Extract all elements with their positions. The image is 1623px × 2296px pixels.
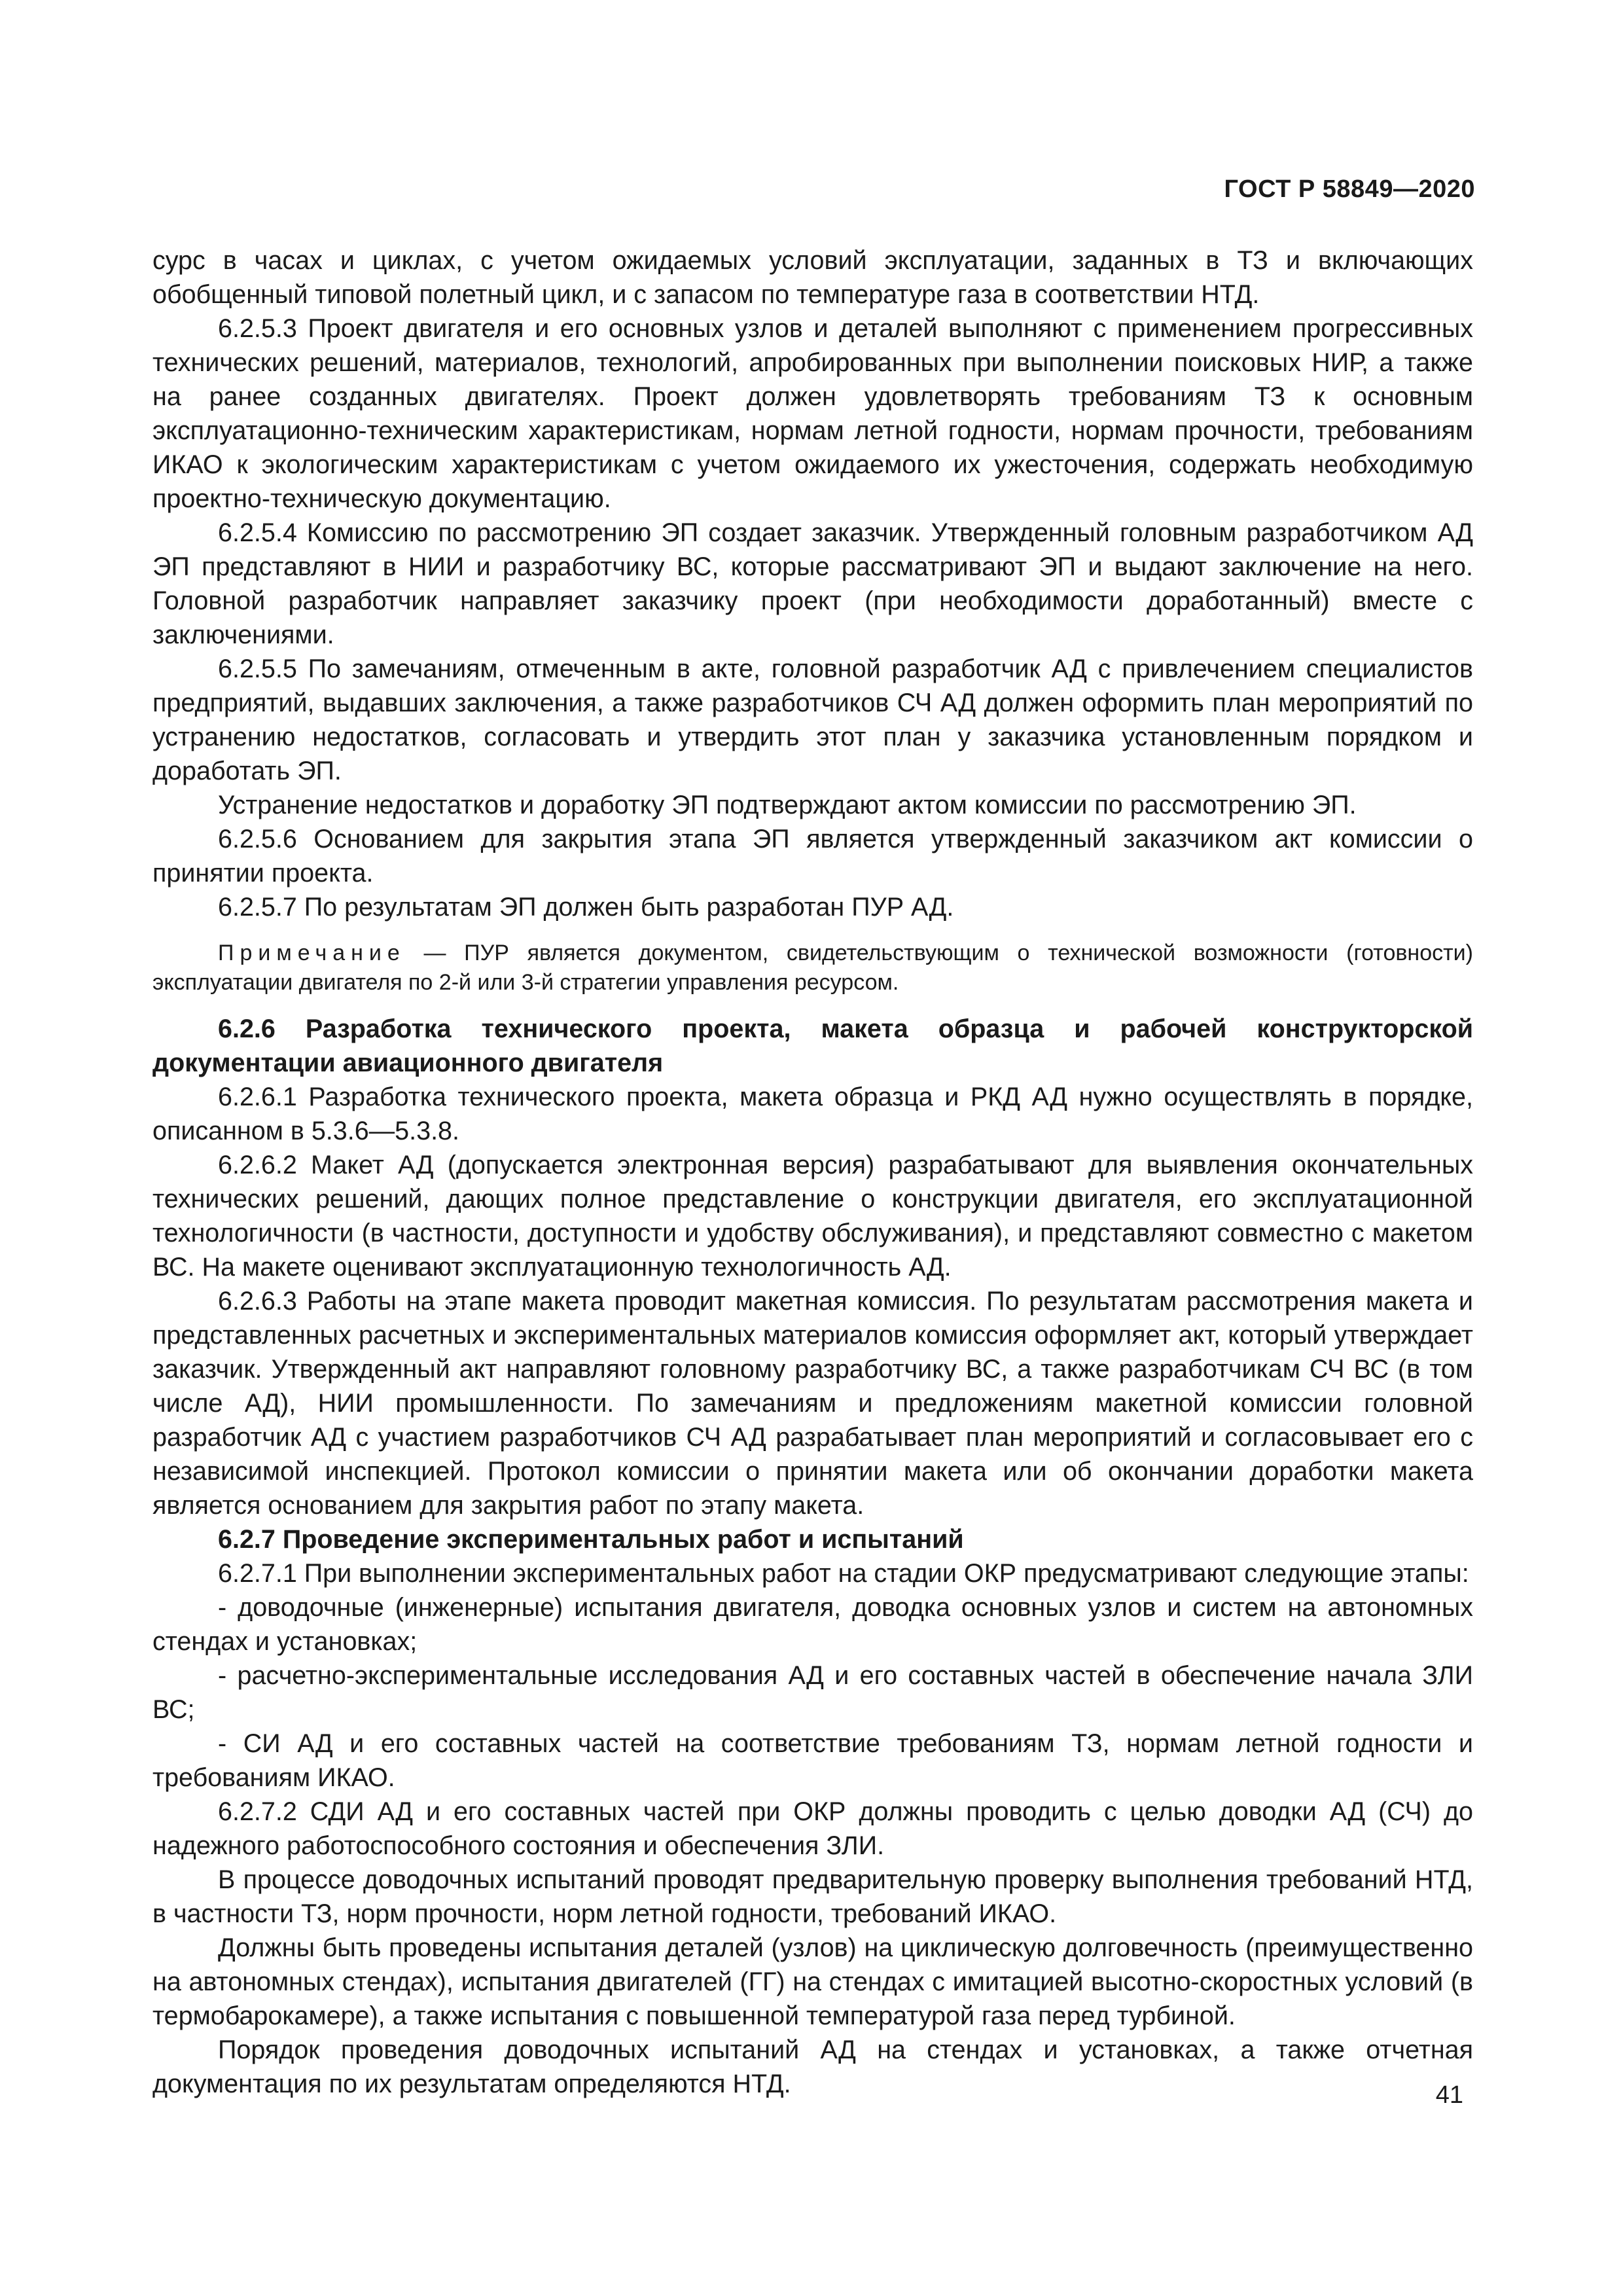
paragraph-test-procedure: Порядок проведения доводочных испытаний АД на стендах и установках, а также отчетная документация по их результатам определяются НТД. (152, 2036, 1473, 2098)
paragraph-6-2-6-3: 6.2.6.3 Работы на этапе макета проводит макетная комиссия. По результатам рассмотрения макета и представленных расчетных и экспериментальных материалов комиссия оформляет акт, который утверждает заказчик. Утвержденный акт направляют головному разработчику ВС, а также разработчикам СЧ ВС (в том числе АД), НИИ промышленности. По замечаниям и предложениям макетной комиссии головной разработчик АД с участием разработчиков СЧ АД разрабатывает план мероприятий и согласовывает его с независимой инспекцией. Протокол комиссии о принятии макета или об окончании доработки макета является основанием для закрытия работ по этапу макета. (152, 1287, 1473, 1520)
paragraph-6-2-5-6: 6.2.5.6 Основанием для закрытия этапа ЭП является утвержденный заказчиком акт комиссии о принятии проекта. (152, 825, 1473, 888)
paragraph-continuation: сурс в часах и циклах, с учетом ожидаемых условий эксплуатации, заданных в ТЗ и включающих обобщенный типовой полетный цикл, и с запасом по температуре газа в соответствии НТД. (152, 246, 1473, 309)
paragraph-preliminary-check: В процессе доводочных испытаний проводят предварительную проверку выполнения требований НТД, в частности ТЗ, норм прочности, норм летной годности, требований ИКАО. (152, 1865, 1473, 1928)
paragraph-6-2-5-5: 6.2.5.5 По замечаниям, отмеченным в акте, головной разработчик АД с привлечением специалистов предприятий, выдавших заключения, а также разработчиков СЧ АД должен оформить план мероприятий по устранению недостатков, согласовать и утвердить этот план у заказчика установленным порядком и доработать ЭП. (152, 655, 1473, 785)
paragraph-6-2-5-3: 6.2.5.3 Проект двигателя и его основных узлов и деталей выполняют с применением прогрессивных технических решений, материалов, технологий, апробированных при выполнении поисковых НИР, а также на ранее созданных двигателях. Проект должен удовлетворять требованиям ТЗ к основным эксплуатационно-техническим характеристикам, нормам летной годности, нормам прочности, требованиям ИКАО к экологическим характеристикам с учетом ожидаемого их ужесточения, содержать необходимую проектно-техническую документацию. (152, 314, 1473, 513)
page-number: 41 (1435, 2081, 1463, 2109)
paragraph-cyclic-tests: Должны быть проведены испытания деталей (узлов) на циклическую долговечность (преимущественно на автономных стендах), испытания двигателей (ГГ) на стендах с имитацией высотно-скоростных условий (в термобарокамере), а также испытания с повышенной температурой газа перед турбиной. (152, 1933, 1473, 2030)
document-header: ГОСТ Р 58849—2020 (1224, 175, 1475, 203)
list-item-dev-tests: - доводочные (инженерные) испытания двигателя, доводка основных узлов и систем на автономных стендах и установках; (152, 1593, 1473, 1656)
paragraph-6-2-7-2: 6.2.7.2 СДИ АД и его составных частей при ОКР должны проводить с целью доводки АД (СЧ) до надежного работоспособного состояния и обеспечения ЗЛИ. (152, 1797, 1473, 1860)
section-heading-6-2-6: 6.2.6 Разработка технического проекта, макета образца и рабочей конструкторской документации авиационного двигателя (152, 1014, 1473, 1077)
paragraph-remediation: Устранение недостатков и доработку ЭП подтверждают актом комиссии по рассмотрению ЭП. (218, 791, 1357, 819)
paragraph-6-2-5-4: 6.2.5.4 Комиссию по рассмотрению ЭП создает заказчик. Утвержденный головным разработчиком АД ЭП представляют в НИИ и разработчику ВС, которые рассматривают ЭП и выдают заключение на него. Головной разработчик направляет заказчику проект (при необходимости доработанный) вместе с заключениями. (152, 518, 1473, 649)
paragraph-6-2-6-2: 6.2.6.2 Макет АД (допускается электронная версия) разрабатывают для выявления окончательных технических решений, дающих полное представление о конструкции двигателя, его эксплуатационной технологичности (в частности, доступности и удобству обслуживания), и представляют совместно с макетом ВС. На макете оценивают эксплуатационную технологичность АД. (152, 1151, 1473, 1282)
document-body (152, 243, 1473, 2101)
paragraph-6-2-7-1: 6.2.7.1 При выполнении экспериментальных работ на стадии ОКР предусматривают следующие этапы: (218, 1559, 1469, 1588)
paragraph-6-2-6-1: 6.2.6.1 Разработка технического проекта, макета образца и РКД АД нужно осуществлять в порядке, описанном в 5.3.6—5.3.8. (152, 1083, 1473, 1145)
list-item-si-tests: - СИ АД и его составных частей на соответствие требованиям ТЗ, нормам летной годности и требованиям ИКАО. (152, 1729, 1473, 1792)
section-heading-6-2-7: 6.2.7 Проведение экспериментальных работ и испытаний (218, 1525, 964, 1554)
note-label: Примечание (218, 941, 406, 965)
note-paragraph (152, 939, 1473, 997)
paragraph-6-2-5-7: 6.2.5.7 По результатам ЭП должен быть разработан ПУР АД. (218, 893, 954, 922)
list-item-calc-research: - расчетно-экспериментальные исследования АД и его составных частей в обеспечение начала ЗЛИ ВС; (152, 1661, 1473, 1724)
note-text: — ПУР является документом, свидетельствующим о технической возможности (готовности) эксплуатации двигателя по 2-й или 3-й стратегии управления ресурсом. (152, 941, 1473, 995)
